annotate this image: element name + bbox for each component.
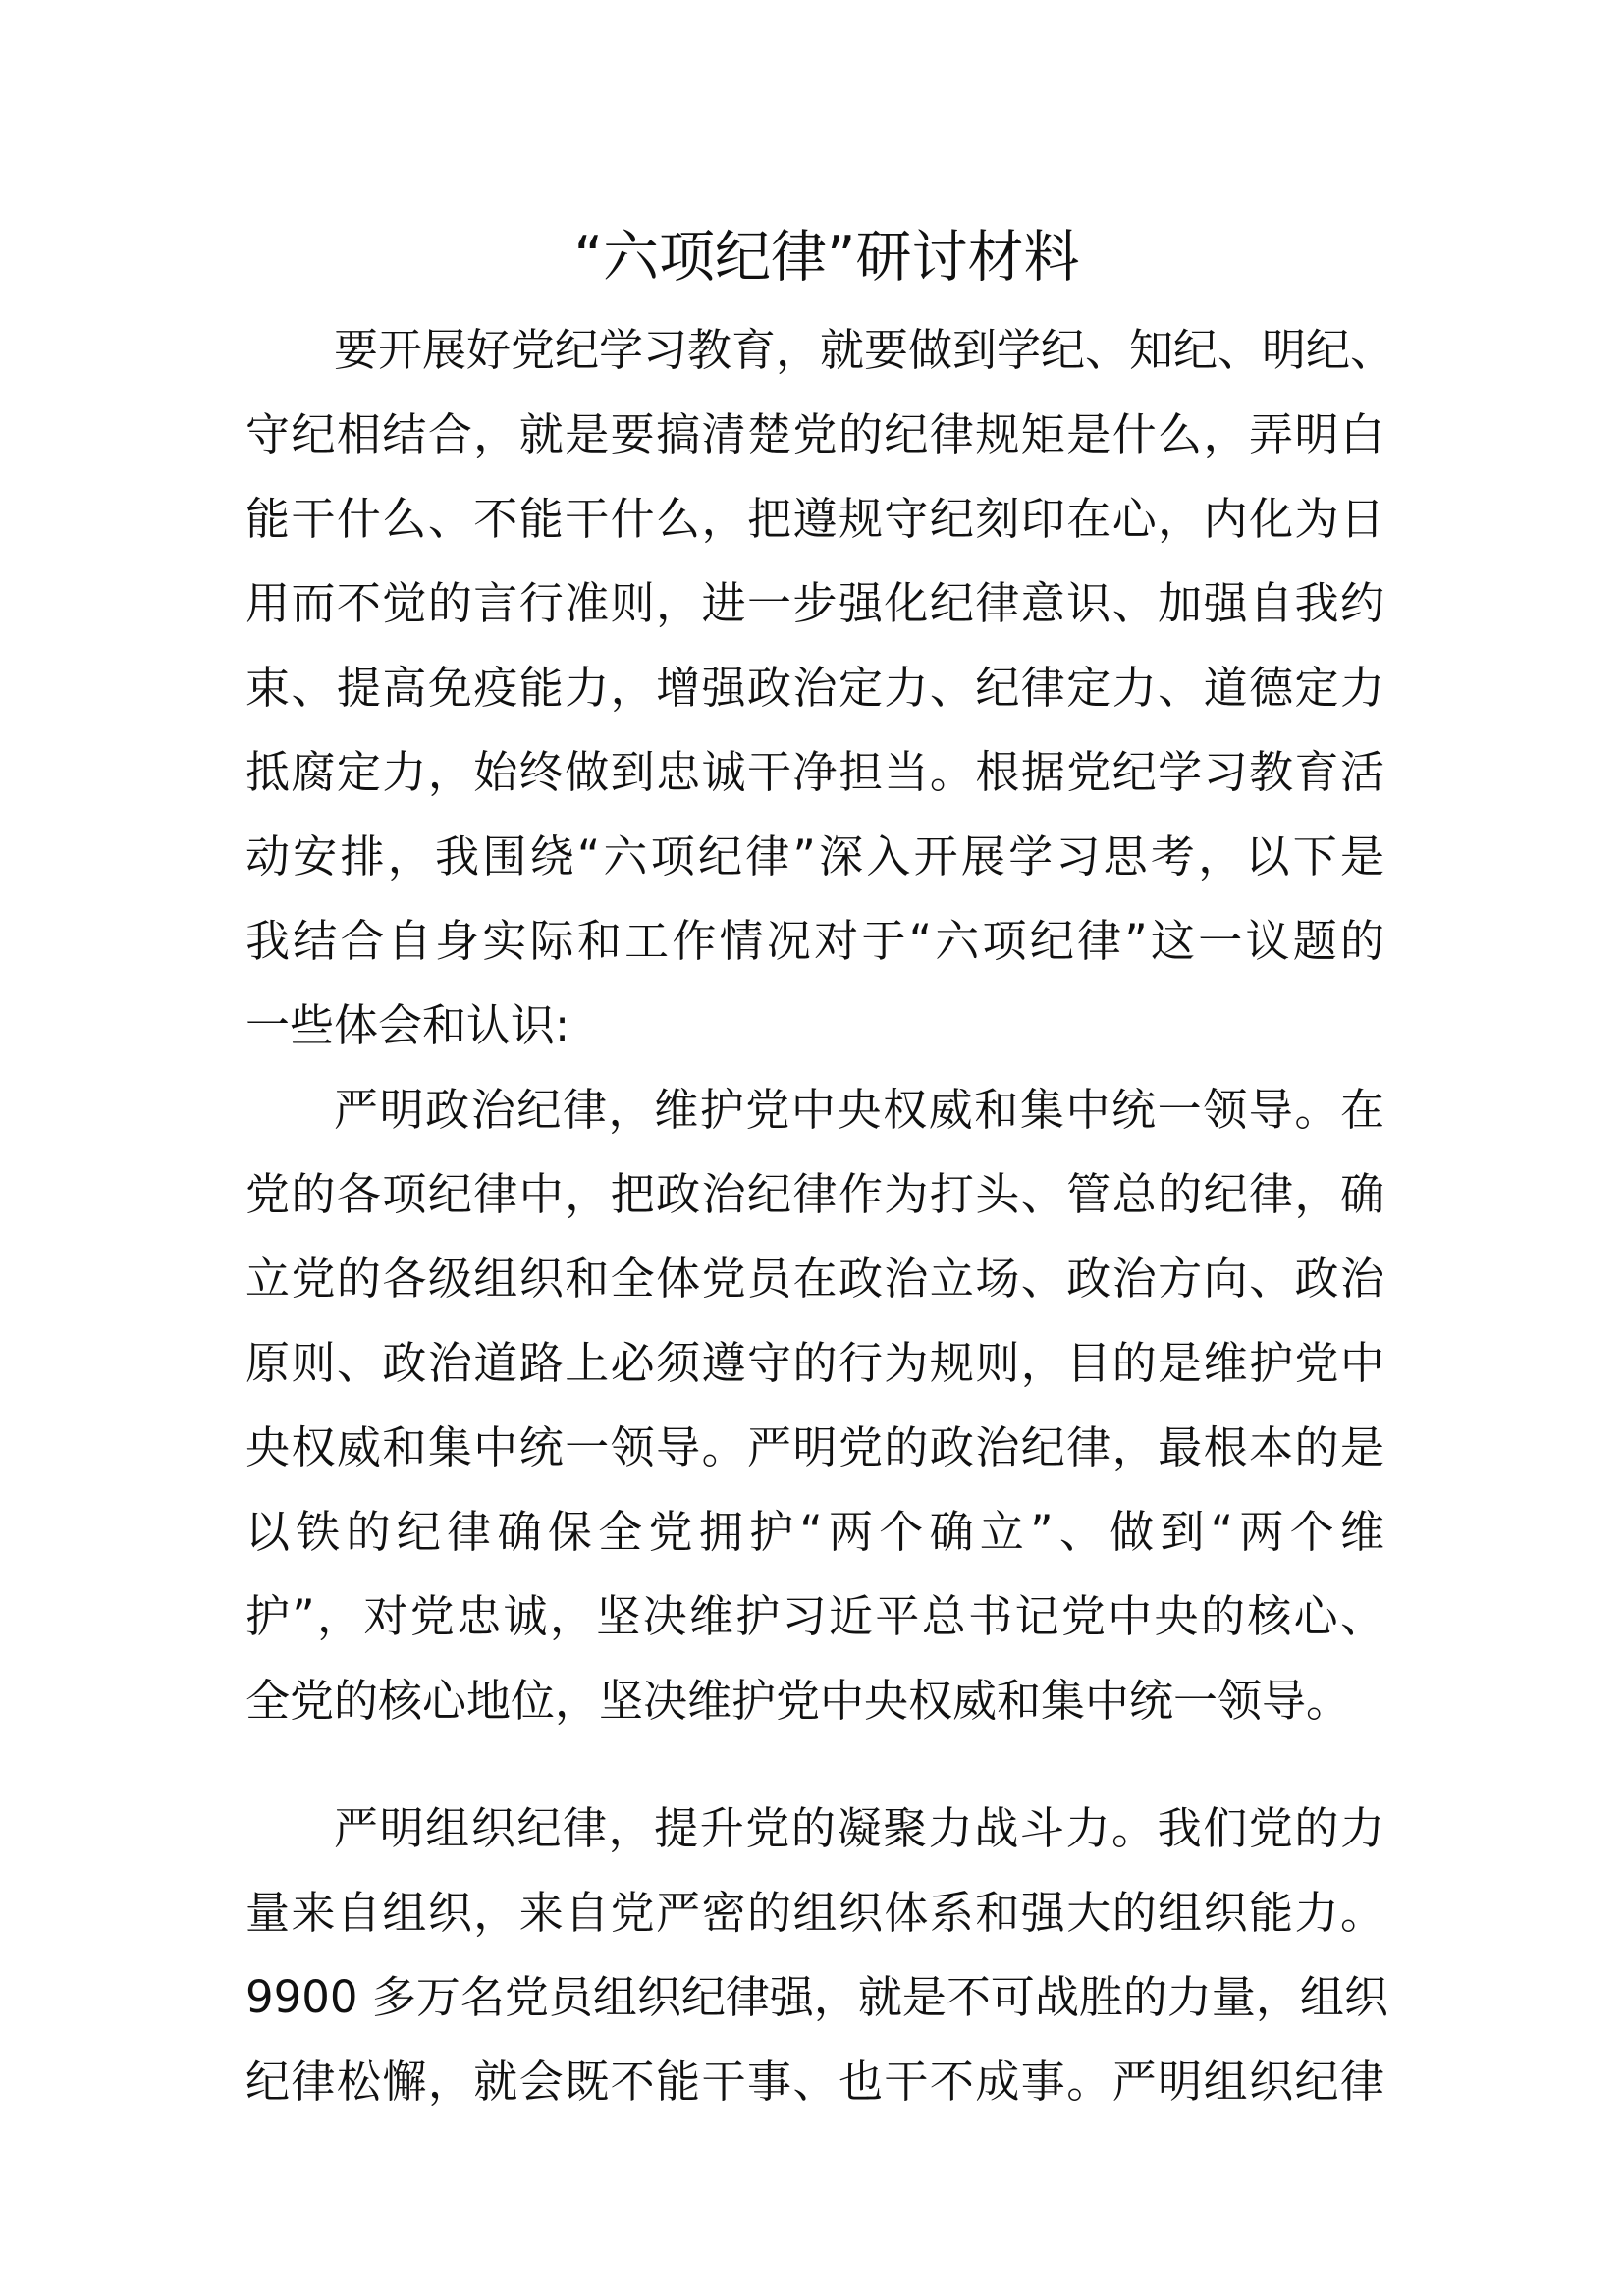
text-line: 立党的各级组织和全体党员在政治立场、政治方向、政治 xyxy=(245,1253,1384,1305)
text-line: 以铁的纪律确保全党拥护“两个确立”、做到“两个维 xyxy=(245,1506,1384,1558)
document-body xyxy=(245,308,1395,2124)
text-line: 党的各项纪律中，把政治纪律作为打头、管总的纪律，确 xyxy=(245,1168,1384,1220)
text-line: 9900 多万名党员组织纪律强，就是不可战胜的力量，组织 xyxy=(245,1971,1388,2023)
paragraph-organizational-discipline xyxy=(245,1787,1388,2124)
paragraph-political-discipline xyxy=(245,1068,1384,1743)
text-line: 守纪相结合，就是要搞清楚党的纪律规矩是什么，弄明白 xyxy=(245,408,1384,460)
text-line: 要开展好党纪学习教育，就要做到学纪、知纪、明纪、 xyxy=(334,324,1395,376)
text-line: 一些体会和认识: xyxy=(245,999,570,1051)
document-title: “六项纪律”研讨材料 xyxy=(573,225,1080,290)
text-line: 我结合自身实际和工作情况对于“六项纪律”这一议题的 xyxy=(245,915,1384,967)
text-line: 束、提高免疫能力，增强政治定力、纪律定力、道德定力 xyxy=(245,662,1384,714)
text-line: 能干什么、不能干什么，把遵规守纪刻印在心，内化为日 xyxy=(245,493,1384,545)
text-line: 纪律松懈，就会既不能干事、也干不成事。严明组织纪律 xyxy=(245,2056,1384,2108)
text-line: 抵腐定力，始终做到忠诚干净担当。根据党纪学习教育活 xyxy=(245,746,1384,798)
text-line: 严明政治纪律，维护党中央权威和集中统一领导。在 xyxy=(334,1084,1384,1136)
text-line: 动安排，我围绕“六项纪律”深入开展学习思考，以下是 xyxy=(245,830,1384,882)
text-line: 全党的核心地位，坚决维护党中央权威和集中统一领导。 xyxy=(245,1675,1351,1727)
text-line: 量来自组织，来自党严密的组织体系和强大的组织能力。 xyxy=(245,1887,1384,1939)
text-line: 原则、政治道路上必须遵守的行为规则，目的是维护党中 xyxy=(245,1337,1384,1389)
text-line: 护”，对党忠诚，坚决维护习近平总书记党中央的核心、 xyxy=(245,1590,1384,1642)
paragraph-intro xyxy=(245,308,1395,1068)
text-line: 严明组织纪律，提升党的凝聚力战斗力。我们党的力 xyxy=(334,1802,1384,1854)
text-line: 央权威和集中统一领导。严明党的政治纪律，最根本的是 xyxy=(245,1421,1384,1473)
text-line: 用而不觉的言行准则，进一步强化纪律意识、加强自我约 xyxy=(245,577,1384,629)
